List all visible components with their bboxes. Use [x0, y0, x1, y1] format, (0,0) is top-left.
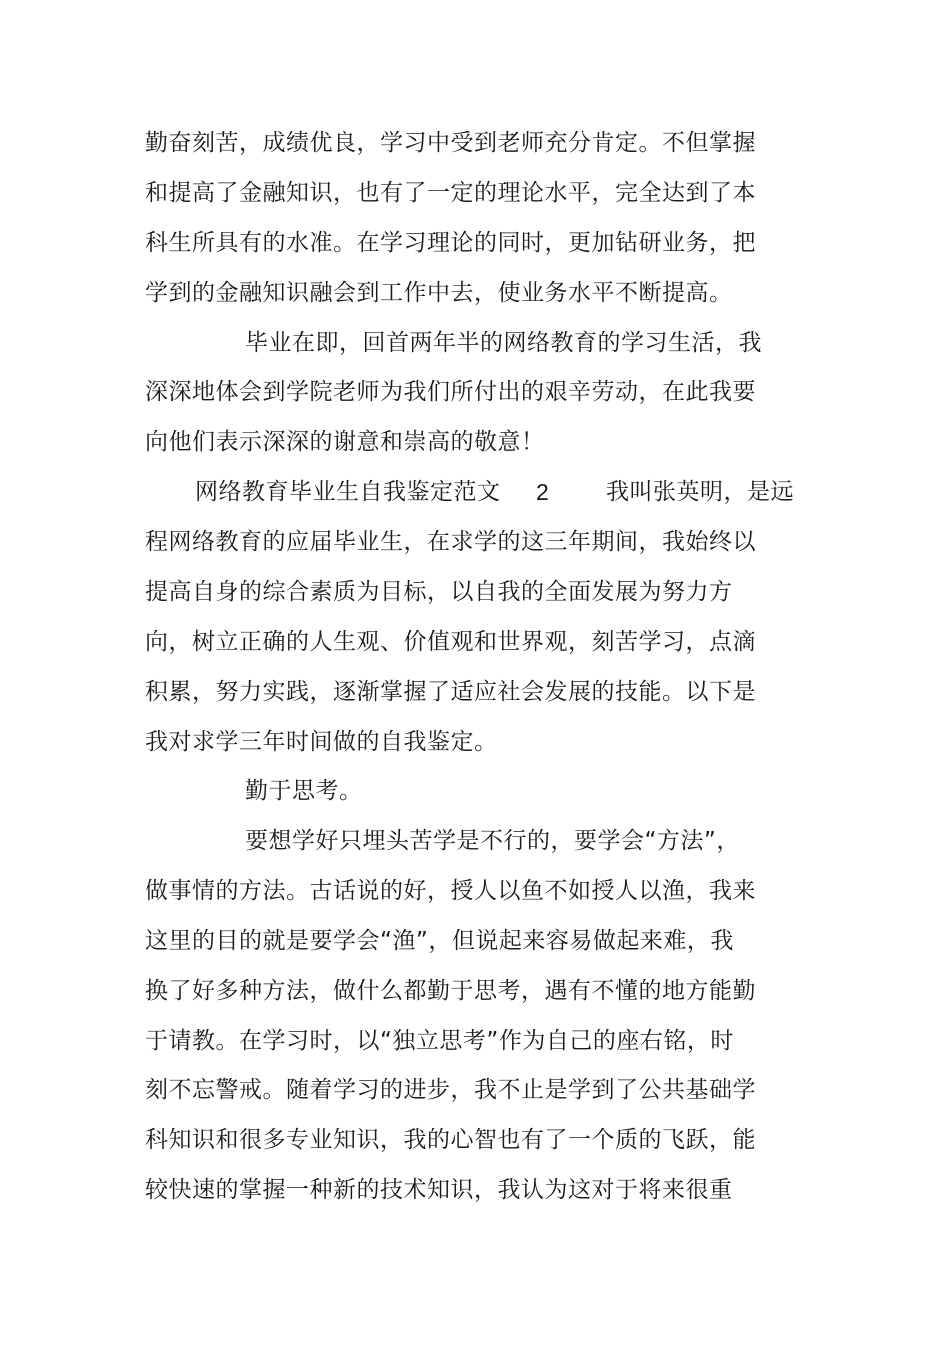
text-line: 较快速的掌握一种新的技术知识，我认为这对于将来很重 — [145, 1177, 733, 1203]
section-number: 2 — [536, 479, 549, 505]
text-line: 毕业在即，回首两年半的网络教育的学习生活，我 — [245, 330, 762, 356]
text-line: 积累，努力实践，逐渐掌握了适应社会发展的技能。以下是 — [145, 679, 756, 705]
subheading: 勤于思考。 — [245, 778, 363, 804]
text-line: 我叫张英明，是远 — [606, 479, 794, 505]
text-line: 做事情的方法。古话说的好，授人以鱼不如授人以渔，我来 — [145, 878, 756, 904]
text-line: 程网络教育的应届毕业生，在求学的这三年期间，我始终以 — [145, 529, 756, 555]
text-line: 科生所具有的水准。在学习理论的同时，更加钻研业务，把 — [145, 230, 756, 256]
text-line: 刻不忘警戒。随着学习的进步，我不止是学到了公共基础学 — [145, 1077, 756, 1103]
text-line: 和提高了金融知识，也有了一定的理论水平，完全达到了本 — [145, 180, 756, 206]
text-line: 科知识和很多专业知识，我的心智也有了一个质的飞跃，能 — [145, 1127, 756, 1153]
text-line: 提高自身的综合素质为目标，以自我的全面发展为努力方 — [145, 579, 733, 605]
text-line: 深深地体会到学院老师为我们所付出的艰辛劳动，在此我要 — [145, 379, 756, 405]
text-line: 换了好多种方法，做什么都勤于思考，遇有不懂的地方能勤 — [145, 978, 756, 1004]
text-line: 我对求学三年时间做的自我鉴定。 — [145, 729, 498, 755]
section-heading: 网络教育毕业生自我鉴定范文 — [195, 479, 501, 505]
text-line: 要想学好只埋头苦学是不行的，要学会“方法”， — [245, 828, 740, 854]
text-line: 这里的目的就是要学会“渔”，但说起来容易做起来难，我 — [145, 928, 734, 954]
text-line: 学到的金融知识融会到工作中去，使业务水平不断提高。 — [145, 280, 733, 306]
text-line: 勤奋刻苦，成绩优良，学习中受到老师充分肯定。不但掌握 — [145, 130, 756, 156]
text-line: 向，树立正确的人生观、价值观和世界观，刻苦学习，点滴 — [145, 629, 756, 655]
text-line: 于请教。在学习时，以“独立思考”作为自己的座右铭，时 — [145, 1028, 734, 1054]
text-line: 向他们表示深深的谢意和崇高的敬意！ — [145, 429, 545, 455]
